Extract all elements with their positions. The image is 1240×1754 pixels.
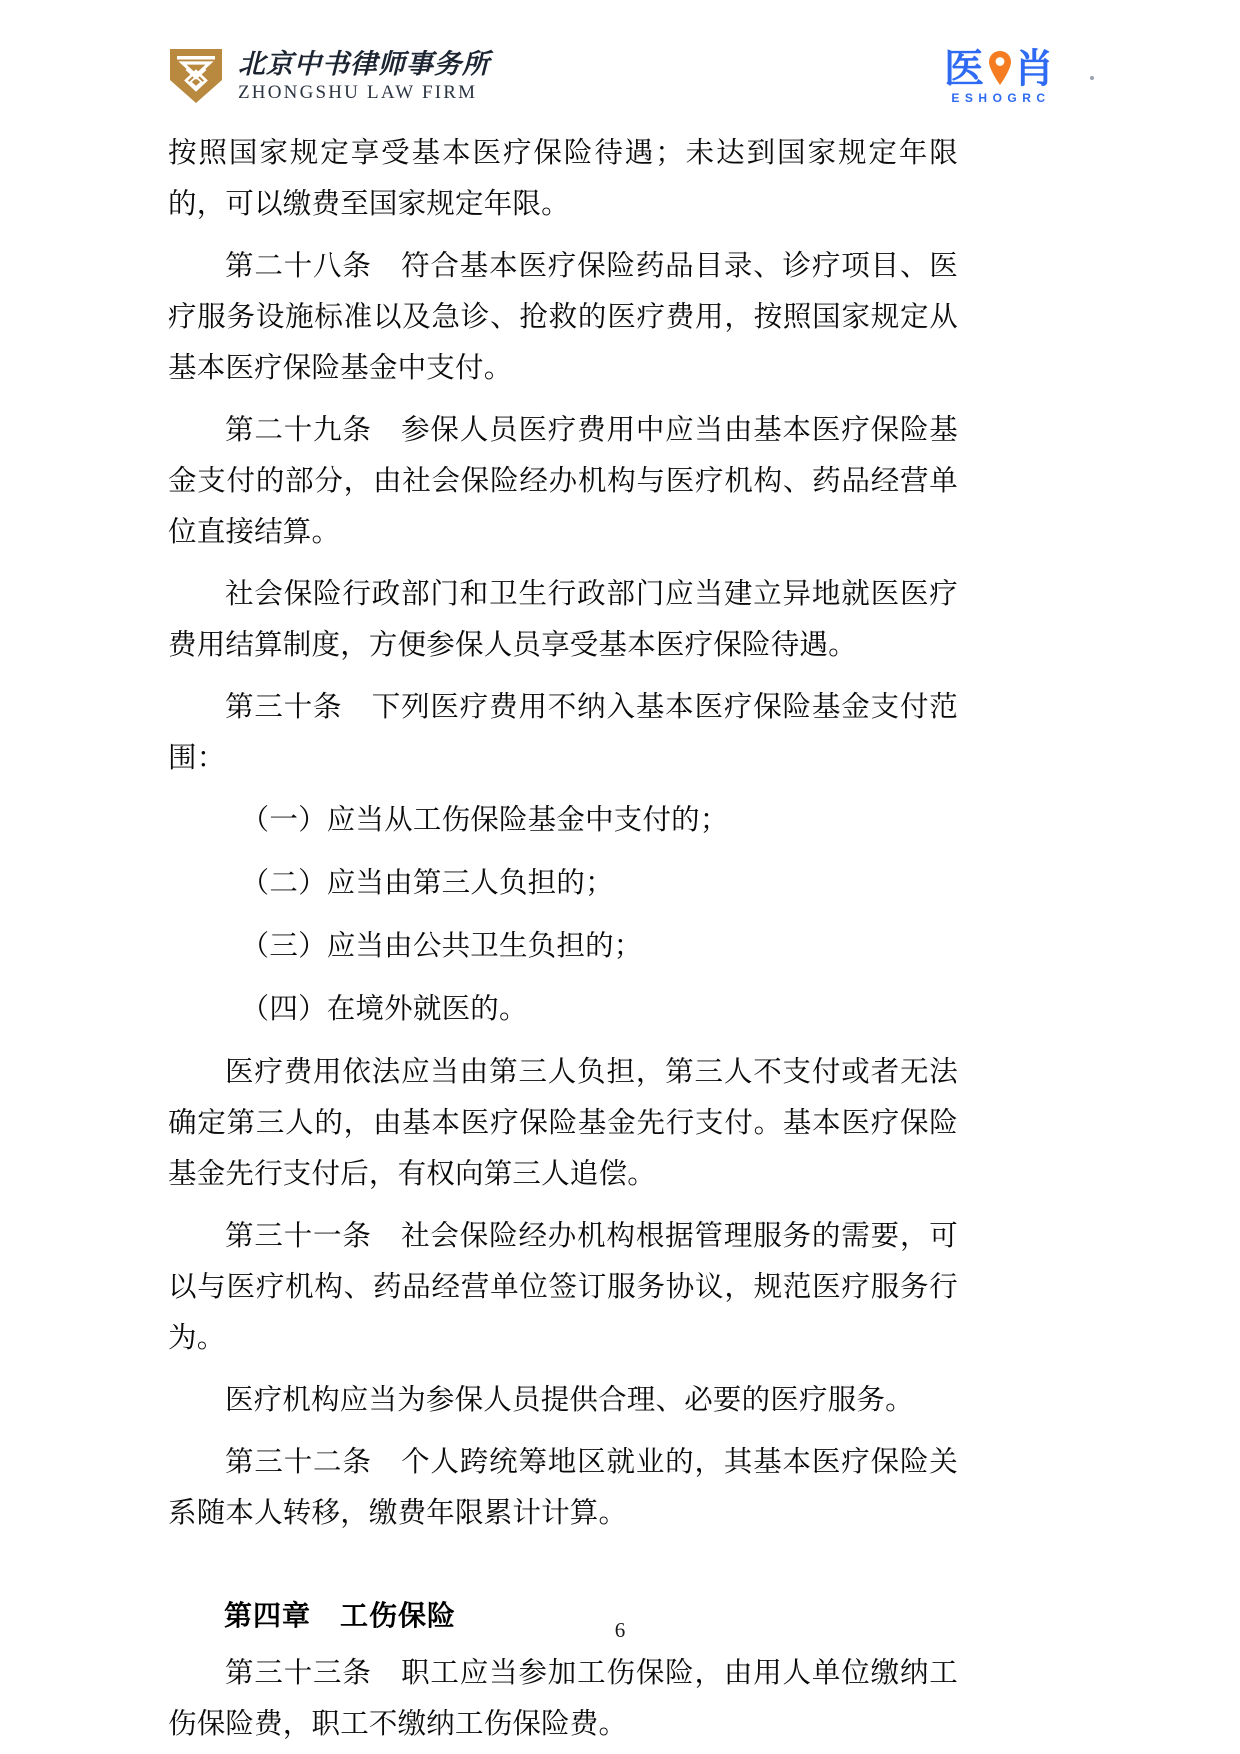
paragraph-article-29: 第二十九条 参保人员医疗费用中应当由基本医疗保险基金支付的部分，由社会保险经办机构与医疗机构、药品经营单位直接结算。 [168, 415, 958, 548]
list-item-30-3: （三）应当由公共卫生负担的； [240, 931, 643, 962]
firm-name-cn: 北京中书律师事务所 [238, 48, 490, 79]
paragraph-article-27-continuation: 按照国家规定享受基本医疗保险待遇；未达到国家规定年限的，可以缴费至国家规定年限。 [168, 138, 958, 220]
law-firm-logo [168, 47, 490, 105]
page-header [0, 34, 1240, 118]
page-number: 6 [614, 1618, 626, 1642]
paragraph-article-30: 第三十条 下列医疗费用不纳入基本医疗保险基金支付范围： [168, 692, 958, 774]
paragraph-article-29-clause-2: 社会保险行政部门和卫生行政部门应当建立异地就医医疗费用结算制度，方便参保人员享受基本医疗保险待遇。 [168, 579, 958, 661]
page-footer [0, 1618, 1240, 1643]
eshogrc-char-last: 肖 [1014, 46, 1054, 91]
firm-name-en: ZHONGSHU LAW FIRM [238, 81, 478, 103]
document-body [168, 128, 958, 1754]
paragraph-article-28: 第二十八条 符合基本医疗保险药品目录、诊疗项目、医疗服务设施标准以及急诊、抢救的医疗费用，按照国家规定从基本医疗保险基金中支付。 [168, 251, 958, 384]
location-pin-icon [987, 48, 1013, 88]
paragraph-article-30-clause-2: 医疗费用依法应当由第三人负担，第三人不支付或者无法确定第三人的，由基本医疗保险基金先行支付。基本医疗保险基金先行支付后，有权向第三人追偿。 [168, 1057, 958, 1190]
list-item-30-1: （一）应当从工伤保险基金中支付的； [240, 805, 729, 836]
paragraph-article-33: 第三十三条 职工应当参加工伤保险，由用人单位缴纳工伤保险费，职工不缴纳工伤保险费。 [168, 1658, 958, 1740]
eshogrc-char-first: 医 [944, 46, 984, 91]
paragraph-article-31-clause-2: 医疗机构应当为参保人员提供合理、必要的医疗服务。 [225, 1385, 914, 1416]
list-item-30-2: （二）应当由第三人负担的； [240, 868, 614, 899]
eshogrc-logo [944, 48, 1054, 105]
eshogrc-logo-mark [944, 46, 1054, 91]
decorative-dot [1090, 76, 1094, 80]
paragraph-article-32: 第三十二条 个人跨统筹地区就业的，其基本医疗保险关系随本人转移，缴费年限累计计算。 [168, 1447, 958, 1529]
chapter-heading-4: 第四章 工伤保险 [224, 1600, 457, 1631]
law-firm-logo-text [238, 48, 490, 103]
eshogrc-brand-en: ESHOGRC [951, 90, 1051, 105]
paragraph-article-31: 第三十一条 社会保险经办机构根据管理服务的需要，可以与医疗机构、药品经营单位签订服务协议，规范医疗服务行为。 [168, 1221, 958, 1354]
list-item-30-4: （四）在境外就医的。 [240, 994, 528, 1025]
zhongshu-shield-logo-icon [168, 47, 224, 105]
